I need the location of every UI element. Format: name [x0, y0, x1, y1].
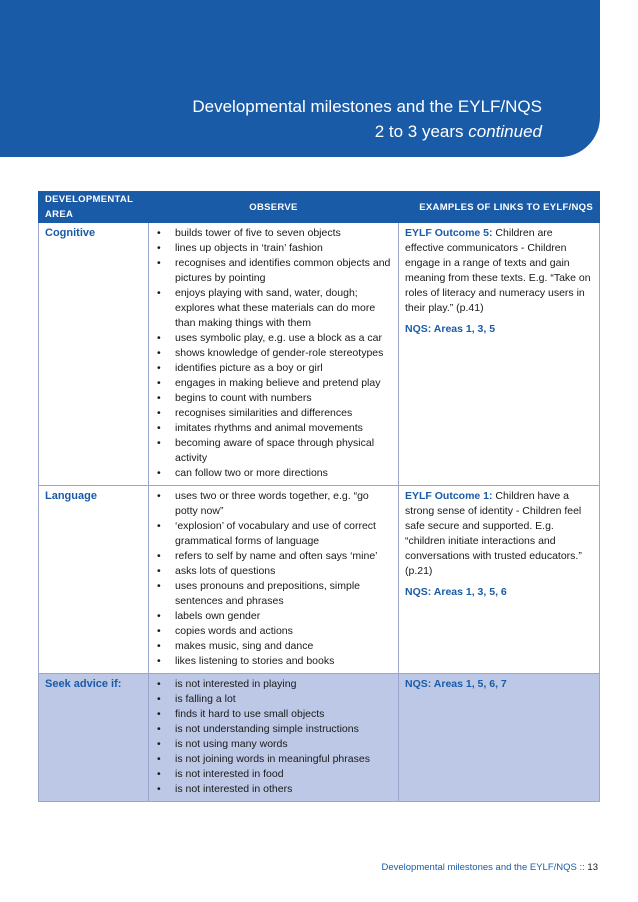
table-row-language: [39, 486, 600, 674]
area-cell: Seek advice if:: [39, 674, 149, 802]
list-item: • is falling a lot: [155, 692, 392, 707]
list-item: • uses pronouns and prepositions, simple sentences and phrases: [155, 579, 392, 609]
list-item: • is not interested in food: [155, 767, 392, 782]
observe-list: [155, 677, 392, 797]
eylf-outcome-heading: EYLF Outcome 1:: [405, 490, 493, 502]
page-number: 13: [587, 862, 598, 873]
eylf-outcome: [405, 489, 593, 579]
column-header-area: DEVELOPMENTAL AREA: [39, 192, 149, 223]
area-cell: Language: [39, 486, 149, 674]
column-header-links: EXAMPLES OF LINKS TO EYLF/NQS: [399, 192, 600, 223]
page-title: Developmental milestones and the EYLF/NQS: [192, 97, 542, 116]
list-item: • is not interested in playing: [155, 677, 392, 692]
list-item: • copies words and actions: [155, 624, 392, 639]
list-item: • makes music, sing and dance: [155, 639, 392, 654]
eylf-outcome-text: Children have a strong sense of identity - Children feel safe secure and supported. E.g. “children initiate interactions and conversations with trusted educators.” (p.21): [405, 490, 582, 577]
list-item: • can follow two or more directions: [155, 466, 392, 481]
list-item: • uses two or three words together, e.g. “go potty now”: [155, 489, 392, 519]
list-item: • builds tower of five to seven objects: [155, 226, 392, 241]
table-header-row: [39, 192, 600, 223]
column-header-observe: OBSERVE: [149, 192, 399, 223]
links-cell: [399, 674, 600, 802]
nqs-areas: NQS: Areas 1, 3, 5, 6: [405, 586, 507, 598]
list-item: • asks lots of questions: [155, 564, 392, 579]
list-item: • shows knowledge of gender-role stereotypes: [155, 346, 392, 361]
eylf-outcome-text: Children are effective communicators - Children engage in a range of texts and gain meaning from these texts. E.g. “Take on roles of literacy and numeracy users in their play.” (p.41): [405, 227, 591, 314]
list-item: • refers to self by name and often says ‘mine’: [155, 549, 392, 564]
table-row-seek-advice: [39, 674, 600, 802]
list-item: • lines up objects in ‘train’ fashion: [155, 241, 392, 256]
page-subtitle: [375, 122, 542, 142]
list-item: • engages in making believe and pretend play: [155, 376, 392, 391]
list-item: • is not joining words in meaningful phrases: [155, 752, 392, 767]
area-cell: Cognitive: [39, 223, 149, 486]
list-item: • likes listening to stories and books: [155, 654, 392, 669]
subtitle-main: 2 to 3 years: [374, 122, 469, 141]
links-cell: [399, 223, 600, 486]
observe-list: [155, 489, 392, 669]
observe-cell: [149, 674, 399, 802]
footer-text: Developmental milestones and the EYLF/NQS ::: [381, 862, 588, 873]
nqs-areas: NQS: Areas 1, 5, 6, 7: [405, 678, 507, 690]
list-item: • identifies picture as a boy or girl: [155, 361, 392, 376]
milestones-table: [38, 191, 600, 802]
eylf-outcome-heading: EYLF Outcome 5:: [405, 227, 493, 239]
list-item: • is not using many words: [155, 737, 392, 752]
nqs-areas: NQS: Areas 1, 3, 5: [405, 323, 496, 335]
list-item: • begins to count with numbers: [155, 391, 392, 406]
list-item: • finds it hard to use small objects: [155, 707, 392, 722]
list-item: • recognises and identifies common objects and pictures by pointing: [155, 256, 392, 286]
subtitle-emphasis: continued: [468, 122, 542, 141]
list-item: • enjoys playing with sand, water, dough; explores what these materials can do more than making things with them: [155, 286, 392, 331]
eylf-outcome: [405, 226, 593, 316]
list-item: • recognises similarities and differences: [155, 406, 392, 421]
list-item: • imitates rhythms and animal movements: [155, 421, 392, 436]
header-banner: [0, 0, 600, 157]
page-footer: [381, 862, 598, 873]
observe-cell: [149, 486, 399, 674]
table-row-cognitive: [39, 223, 600, 486]
observe-cell: [149, 223, 399, 486]
links-cell: [399, 486, 600, 674]
list-item: • becoming aware of space through physical activity: [155, 436, 392, 466]
list-item: • is not understanding simple instructions: [155, 722, 392, 737]
list-item: • is not interested in others: [155, 782, 392, 797]
observe-list: [155, 226, 392, 481]
list-item: • labels own gender: [155, 609, 392, 624]
list-item: • uses symbolic play, e.g. use a block as a car: [155, 331, 392, 346]
list-item: • ‘explosion’ of vocabulary and use of correct grammatical forms of language: [155, 519, 392, 549]
